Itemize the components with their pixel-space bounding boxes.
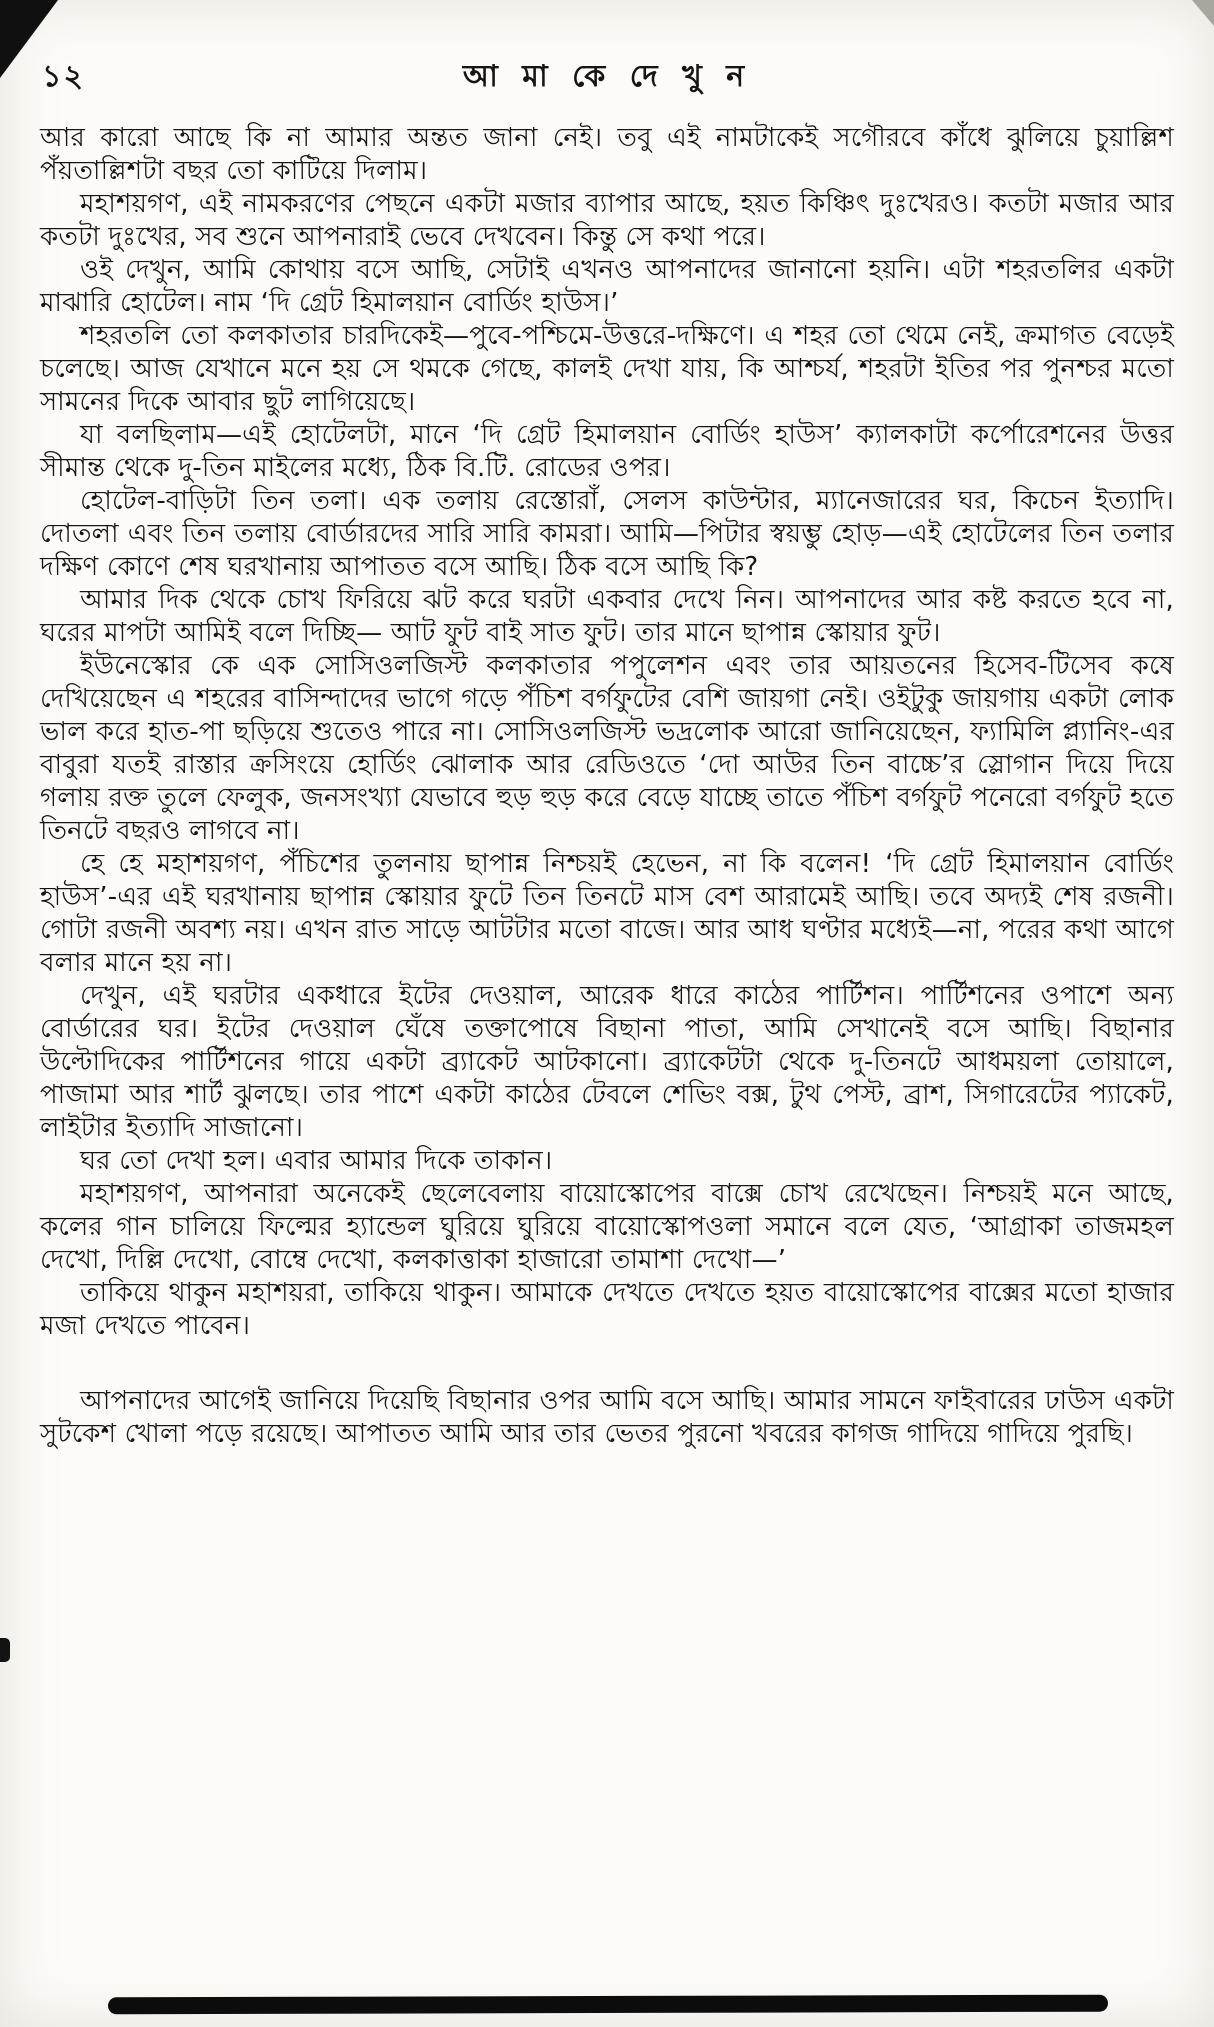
- paragraph: ওই দেখুন, আমি কোথায় বসে আছি, সেটাই এখনও আপনাদের জানানো হয়নি। এটা শহরতলির একটা মাঝারি হোটেল। নাম ‘দি গ্রেট হিমালয়ান বোর্ডিং হাউস।’: [40, 255, 1174, 318]
- body-text: [40, 122, 1174, 1451]
- paragraph: ইউনেস্কোর কে এক সোসিওলজিস্ট কলকাতার পপুলেশন এবং তার আয়তনের হিসেব-টিসেব কষে দেখিয়েছেন এ শহরের বাসিন্দাদের ভাগে গড়ে পঁচিশ বর্গফুটের বেশি জায়গা নেই। ওইটুকু জায়গায় একটা লোক ভাল করে হাত-পা ছড়িয়ে শুতেও পারে না। সোসিওলজিস্ট ভদ্রলোক আরো জানিয়েছেন, ফ্যামিলি প্ল্যানিং-এর বাবুরা যতই রাস্তার ক্রসিংয়ে হোর্ডিং ঝোলাক আর রেডিওতে ‘দো আউর তিন বাচ্চে’র স্লোগান দিয়ে দিয়ে গলায় রক্ত তুলে ফেলুক, জনসংখ্যা যেভাবে হুড় হুড় করে বেড়ে যাচ্ছে তাতে পঁচিশ বর্গফুট পনেরো বর্গফুট হতে তিনটে বছরও লাগবে না।: [40, 651, 1174, 846]
- paragraph: হে হে মহাশয়গণ, পঁচিশের তুলনায় ছাপান্ন নিশ্চয়ই হেভেন, না কি বলেন! ‘দি গ্রেট হিমালয়ান বোর্ডিং হাউস’-এর এই ঘরখানায় ছাপান্ন স্কোয়ার ফুটে তিন তিনটে মাস বেশ আরামেই আছি। তবে অদ্যই শেষ রজনী। গোটা রজনী অবশ্য নয়। এখন রাত সাড়ে আটটার মতো বাজে। আর আধ ঘণ্টার মধ্যেই—না, পরের কথা আগে বলার মানে হয় না।: [40, 849, 1174, 978]
- paragraph: যা বলছিলাম—এই হোটেলটা, মানে ‘দি গ্রেট হিমালয়ান বোর্ডিং হাউস’ ক্যালকাটা কর্পোরেশনের উত্তর সীমান্ত থেকে দু-তিন মাইলের মধ্যে, ঠিক বি.টি. রোডের ওপর।: [40, 420, 1174, 483]
- paragraph: হোটেল-বাড়িটা তিন তলা। এক তলায় রেস্তোরাঁ, সেলস কাউন্টার, ম্যানেজারের ঘর, কিচেন ইত্যাদি। দোতলা এবং তিন তলায় বোর্ডারদের সারি সারি কামরা। আমি—পিটার স্বয়ম্ভু হোড়—এই হোটেলের তিন তলার দক্ষিণ কোণে শেষ ঘরখানায় আপাতত বসে আছি। ঠিক বসে আছি কি?: [40, 486, 1174, 582]
- scan-artifact-top-right-corner: [1192, 0, 1214, 26]
- paragraph: আমার দিক থেকে চোখ ফিরিয়ে ঝট করে ঘরটা একবার দেখে নিন। আপনাদের আর কষ্ট করতে হবে না, ঘরের মাপটা আমিই বলে দিচ্ছি— আট ফুট বাই সাত ফুট। তার মানে ছাপান্ন স্কোয়ার ফুট।: [40, 585, 1174, 648]
- page-number: ১২: [42, 59, 85, 94]
- paragraph: দেখুন, এই ঘরটার একধারে ইটের দেওয়াল, আরেক ধারে কাঠের পার্টিশন। পার্টিশনের ওপাশে অন্য বোর্ডারের ঘর। ইটের দেওয়াল ঘেঁষে তক্তাপোষে বিছানা পাতা, আমি সেখানেই বসে আছি। বিছানার উল্টোদিকের পার্টিশনের গায়ে একটা ব্র্যাকেট আটকানো। ব্র্যাকেটটা থেকে দু-তিনটে আধময়লা তোয়ালে, পাজামা আর শার্ট ঝুলছে। তার পাশে একটা কাঠের টেবলে শেভিং বক্স, টুথ পেস্ট, ব্রাশ, সিগারেটের প্যাকেট, লাইটার ইত্যাদি সাজানো।: [40, 981, 1174, 1143]
- scan-artifact-bottom-bar: [108, 1995, 1108, 2015]
- paragraph: তাকিয়ে থাকুন মহাশয়রা, তাকিয়ে থাকুন। আমাকে দেখতে দেখতে হয়ত বায়োস্কোপের বাক্সের মতো হাজার মজা দেখতে পাবেন।: [40, 1278, 1174, 1341]
- scan-artifact-left-edge-mark: [0, 1638, 10, 1662]
- paragraph: মহাশয়গণ, আপনারা অনেকেই ছেলেবেলায় বায়োস্কোপের বাক্সে চোখ রেখেছেন। নিশ্চয়ই মনে আছে, কলের গান চালিয়ে ফিল্মের হ্যান্ডেল ঘুরিয়ে ঘুরিয়ে বায়োস্কোপওলা সমানে বলে যেত, ‘আগ্রাকা তাজমহল দেখো, দিল্লি দেখো, বোম্বে দেখো, কলকাত্তাকা হাজারো তামাশা দেখো—’: [40, 1179, 1174, 1275]
- paragraph: আপনাদের আগেই জানিয়ে দিয়েছি বিছানার ওপর আমি বসে আছি। আমার সামনে ফাইবারের ঢাউস একটা সুটকেশ খোলা পড়ে রয়েছে। আপাতত আমি আর তার ভেতর পুরনো খবরের কাগজ গাদিয়ে গাদিয়ে পুরছি।: [40, 1386, 1174, 1449]
- paragraph: আর কারো আছে কি না আমার অন্তত জানা নেই। তবু এই নামটাকেই সগৌরবে কাঁধে ঝুলিয়ে চুয়াল্লিশ পঁয়তাল্লিশটা বছর তো কাটিয়ে দিলাম।: [40, 123, 1174, 186]
- page-header: [40, 52, 1174, 104]
- paragraph: মহাশয়গণ, এই নামকরণের পেছনে একটা মজার ব্যাপার আছে, হয়ত কিঞ্চিৎ দুঃখেরও। কতটা মজার আর কতটা দুঃখের, সব শুনে আপনারাই ভেবে দেখবেন। কিন্তু সে কথা পরে।: [40, 189, 1174, 252]
- running-title: আ মা কে দে খু ন: [462, 59, 752, 94]
- paragraph: শহরতলি তো কলকাতার চারদিকেই—পুবে-পশ্চিমে-উত্তরে-দক্ষিণে। এ শহর তো থেমে নেই, ক্রমাগত বেড়েই চলেছে। আজ যেখানে মনে হয় সে থমকে গেছে, কালই দেখা যায়, কি আশ্চর্য, শহরটা ইতির পর পুনশ্চর মতো সামনের দিকে আবার ছুট লাগিয়েছে।: [40, 321, 1174, 417]
- paragraph: ঘর তো দেখা হল। এবার আমার দিকে তাকান।: [80, 1146, 553, 1176]
